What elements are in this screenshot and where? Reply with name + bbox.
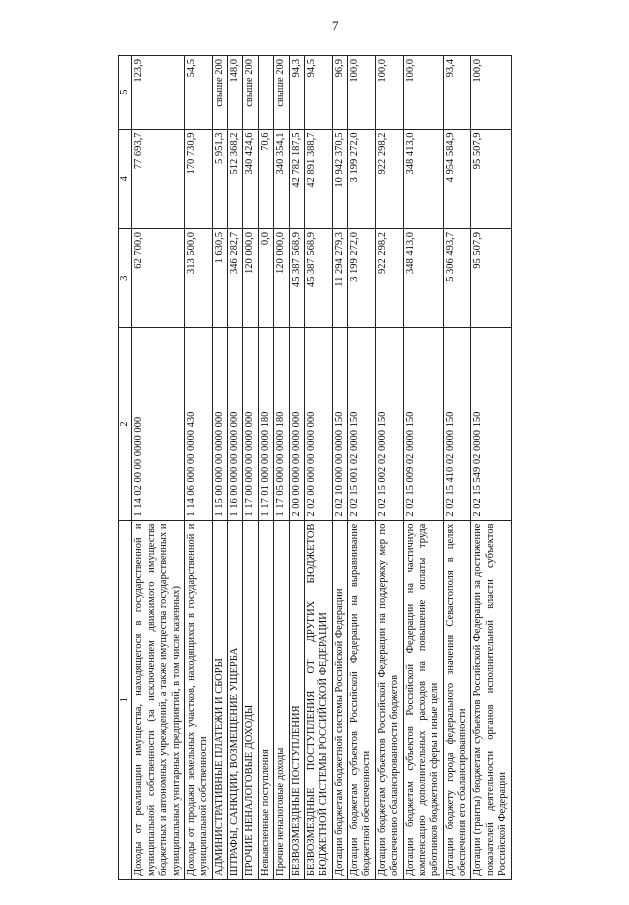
row-actual: 5 951,3 [212,129,227,228]
row-plan: 62 700,0 [132,228,185,327]
row-plan: 348 413,0 [403,228,443,327]
rotated-table-frame [118,55,558,880]
row-percent: 100,0 [375,56,403,130]
rotated-table-container [118,55,558,880]
row-code: 1 16 00 000 00 0000 000 [228,328,243,520]
row-code: 2 02 15 002 02 0000 150 [375,328,403,520]
row-name: Прочие неналоговые доходы [274,520,289,879]
col-header-2: 2 [119,328,132,520]
row-name: Дотации бюджету города федерального значения Севастополя в целях обеспечения его сбалансированности [443,520,471,879]
col-header-3: 3 [119,228,132,327]
table-row [243,56,258,880]
row-name: АДМИНИСТРАТИВНЫЕ ПЛАТЕЖИ И СБОРЫ [212,520,227,879]
row-name: Доходы от продажи земельных участков, находящихся в государственной и муниципальной собственности [184,520,212,879]
row-percent: свыше 200 [274,56,289,130]
row-actual: 348 413,0 [403,129,443,228]
row-name: БЕЗВОЗМЕЗДНЫЕ ПОСТУПЛЕНИЯ ОТ ДРУГИХ БЮДЖЕТОВ БЮДЖЕТНОЙ СИСТЕМЫ РОССИЙСКОЙ ФЕДЕРАЦИИ [304,520,332,879]
row-percent [258,56,273,130]
table-row [258,56,273,880]
row-percent: свыше 200 [243,56,258,130]
table-row [304,56,332,880]
row-code: 1 15 00 000 00 0000 000 [212,328,227,520]
row-percent: свыше 200 [212,56,227,130]
col-header-4: 4 [119,129,132,228]
row-code: 1 14 02 00 00 0000 000 [132,328,185,520]
row-actual: 170 730,9 [184,129,212,228]
row-name: Дотации бюджетам субъектов Российской Федерации на частичную компенсацию дополнительных расходов на повышение оплаты труда работников бюджетной сферы и иные цели [403,520,443,879]
row-actual: 922 298,2 [375,129,403,228]
row-actual: 512 368,2 [228,129,243,228]
row-actual: 95 507,9 [471,129,511,228]
col-header-5: 5 [119,56,132,130]
row-name: Дотации бюджетам бюджетной системы Российской Федерации [332,520,347,879]
row-percent: 54,5 [184,56,212,130]
row-plan: 45 387 568,9 [304,228,332,327]
row-code: 2 00 00 000 00 0000 000 [289,328,304,520]
row-actual: 70,6 [258,129,273,228]
row-plan: 5 306 493,7 [443,228,471,327]
row-actual: 42 782 187,5 [289,129,304,228]
row-code: 2 02 15 549 02 0000 150 [471,328,511,520]
row-plan: 1 630,5 [212,228,227,327]
row-name: Доходы от реализации имущества, находящегося в государственной и муниципальной собственности (за исключением движимого имущества бюджетных и автономных учреждений, а также имущества государственных и муниципальных унитарных предприятий, в том числе казенных) [132,520,185,879]
table-row [332,56,347,880]
table-row [274,56,289,880]
header-row [119,56,132,880]
row-code: 1 17 00 000 00 0000 000 [243,328,258,520]
row-percent: 100,0 [403,56,443,130]
row-percent: 100,0 [348,56,376,130]
row-name: Дотации (гранты) бюджетам субъектов Российской Федерации за достижение показателей деятельности органов исполнительной власти субъектов Российской Федерации [471,520,511,879]
row-plan: 11 294 279,3 [332,228,347,327]
row-plan: 120 000,0 [274,228,289,327]
row-actual: 42 891 388,7 [304,129,332,228]
table-row [471,56,511,880]
row-plan: 0,0 [258,228,273,327]
row-name: ШТРАФЫ, САНКЦИИ, ВОЗМЕЩЕНИЕ УЩЕРБА [228,520,243,879]
row-percent: 94,3 [289,56,304,130]
row-actual: 340 354,1 [274,129,289,228]
col-header-1: 1 [119,520,132,879]
row-code: 2 02 15 009 02 0000 150 [403,328,443,520]
row-percent: 123,9 [132,56,185,130]
row-percent: 100,0 [471,56,511,130]
row-actual: 340 424,6 [243,129,258,228]
table-row [403,56,443,880]
table-row [375,56,403,880]
row-percent: 148,0 [228,56,243,130]
row-name: Невыясненные поступления [258,520,273,879]
row-plan: 95 507,9 [471,228,511,327]
row-plan: 313 500,0 [184,228,212,327]
row-code: 2 02 00 000 00 0000 000 [304,328,332,520]
row-code: 2 02 10 000 00 0000 150 [332,328,347,520]
row-plan: 45 387 568,9 [289,228,304,327]
row-percent: 96,9 [332,56,347,130]
revenue-table [118,55,512,880]
table-row [289,56,304,880]
table-row [212,56,227,880]
row-name: БЕЗВОЗМЕЗДНЫЕ ПОСТУПЛЕНИЯ [289,520,304,879]
page-number: 7 [332,18,339,33]
row-code: 1 14 06 000 00 0000 430 [184,328,212,520]
row-plan: 120 000,0 [243,228,258,327]
row-actual: 4 954 584,9 [443,129,471,228]
row-name: Дотации бюджетам субъектов Российской Федерации на выравнивание бюджетной обеспеченности [348,520,376,879]
row-code: 2 02 15 410 02 0000 150 [443,328,471,520]
row-actual: 77 693,7 [132,129,185,228]
row-plan: 922 298,2 [375,228,403,327]
row-actual: 3 199 272,0 [348,129,376,228]
row-name: ПРОЧИЕ НЕНАЛОГОВЫЕ ДОХОДЫ [243,520,258,879]
row-code: 1 17 05 000 00 0000 180 [274,328,289,520]
row-plan: 3 199 272,0 [348,228,376,327]
table-row [132,56,185,880]
table-row [228,56,243,880]
table-row [348,56,376,880]
row-actual: 10 942 370,5 [332,129,347,228]
row-name: Дотации бюджетам субъектов Российской Федерации на поддержку мер по обеспечению сбалансированности бюджетов [375,520,403,879]
table-row [184,56,212,880]
row-code: 1 17 01 000 00 0000 180 [258,328,273,520]
row-code: 2 02 15 001 02 0000 150 [348,328,376,520]
row-percent: 94,5 [304,56,332,130]
row-percent: 93,4 [443,56,471,130]
table-row [443,56,471,880]
row-plan: 346 282,7 [228,228,243,327]
